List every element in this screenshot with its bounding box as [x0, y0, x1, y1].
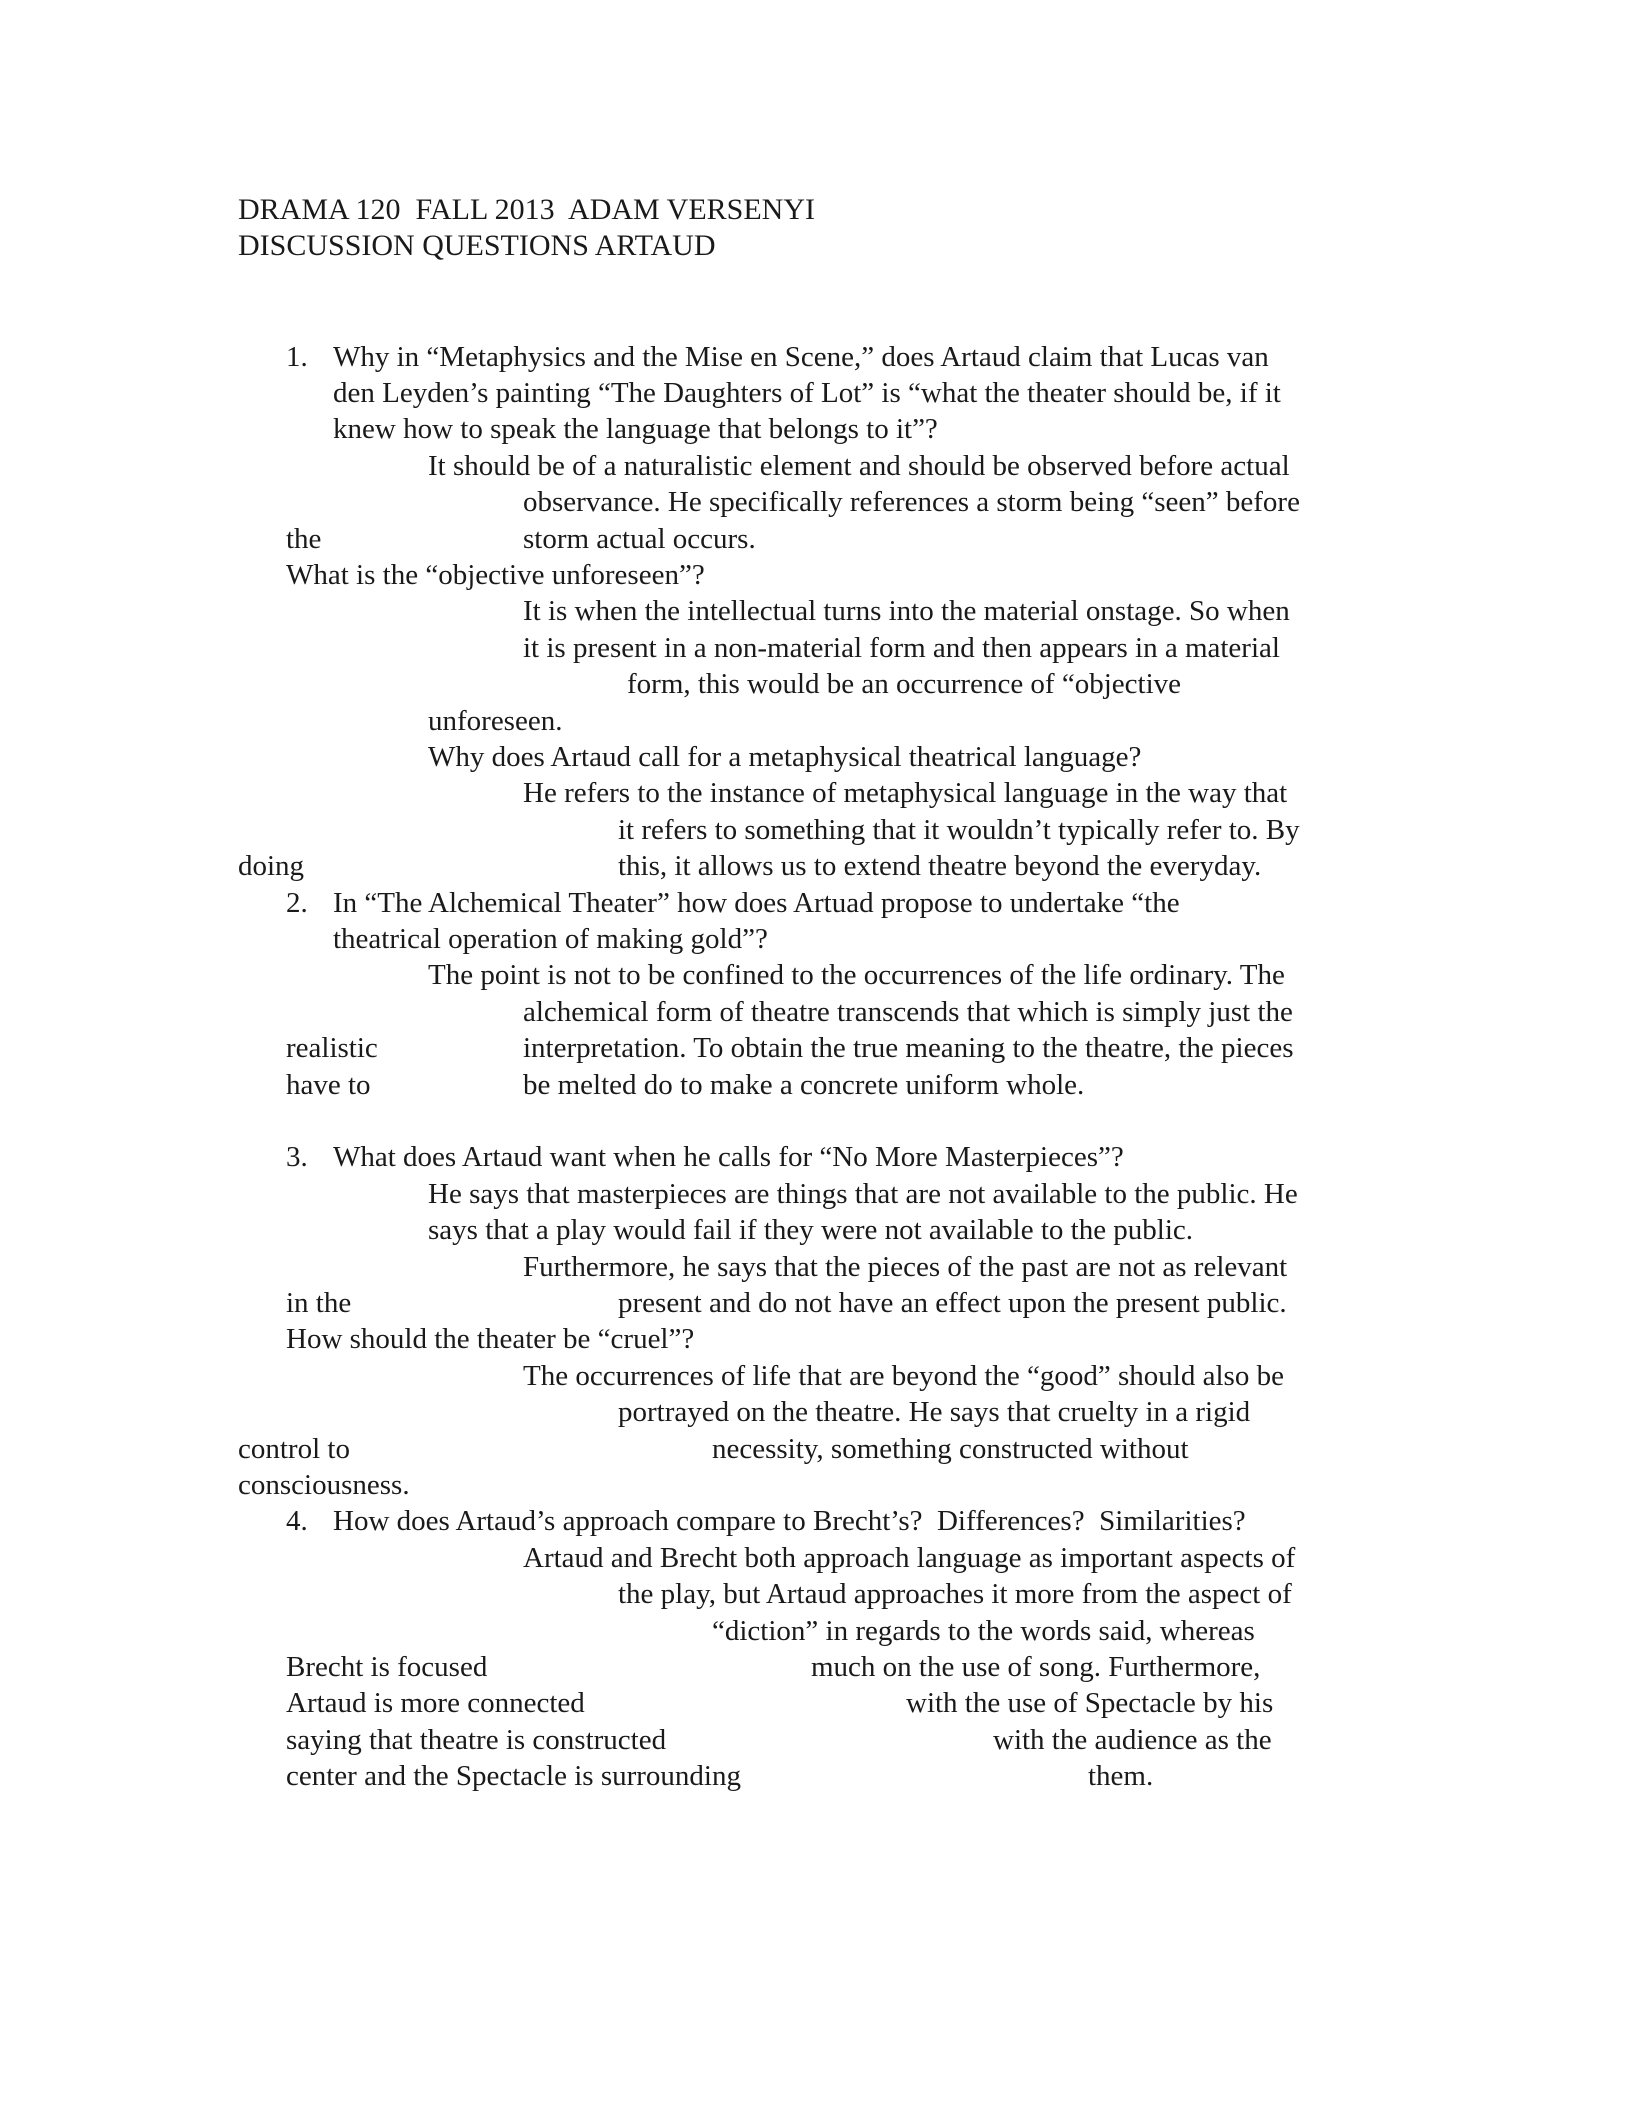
- question-number-1: 1.: [286, 341, 308, 373]
- answer-text: with the use of Spectacle by his: [906, 1687, 1274, 1719]
- document-title: DISCUSSION QUESTIONS ARTAUD: [238, 229, 716, 262]
- answer-text: the: [286, 523, 322, 555]
- answer-text: interpretation. To obtain the true meaning to the theatre, the pieces: [523, 1032, 1294, 1064]
- answer-text: It should be of a naturalistic element and should be observed before actual: [428, 450, 1290, 482]
- question-text: theatrical operation of making gold”?: [333, 923, 768, 955]
- answer-text: form, this would be an occurrence of “objective: [627, 668, 1182, 700]
- answer-text: in the: [286, 1287, 352, 1319]
- answer-text: says that a play would fail if they were not available to the public.: [428, 1214, 1194, 1246]
- answer-text: them.: [1088, 1760, 1154, 1792]
- question-text: What is the “objective unforeseen”?: [286, 559, 705, 591]
- answer-text: the play, but Artaud approaches it more from the aspect of: [618, 1578, 1292, 1610]
- answer-text: center and the Spectacle is surrounding: [286, 1760, 741, 1792]
- answer-text: The point is not to be confined to the occurrences of the life ordinary. The: [428, 959, 1285, 991]
- answer-text: with the audience as the: [993, 1724, 1272, 1756]
- answer-text: necessity, something constructed without: [712, 1433, 1189, 1465]
- question-text: knew how to speak the language that belongs to it”?: [333, 413, 938, 445]
- answer-text: It is when the intellectual turns into the material onstage. So when: [523, 595, 1290, 627]
- question-text: How should the theater be “cruel”?: [286, 1323, 695, 1355]
- question-text: How does Artaud’s approach compare to Brecht’s? Differences? Similarities?: [333, 1505, 1246, 1537]
- answer-text: “diction” in regards to the words said, whereas: [712, 1615, 1255, 1647]
- answer-text: Artaud is more connected: [286, 1687, 585, 1719]
- question-number-4: 4.: [286, 1505, 308, 1537]
- answer-text: observance. He specifically references a storm being “seen” before: [523, 486, 1300, 518]
- answer-text: have to: [286, 1069, 371, 1101]
- answer-text: it is present in a non-material form and then appears in a material: [523, 632, 1280, 664]
- question-number-2: 2.: [286, 887, 308, 919]
- question-text: What does Artaud want when he calls for “No More Masterpieces”?: [333, 1141, 1124, 1173]
- question-number-3: 3.: [286, 1141, 308, 1173]
- answer-text: this, it allows us to extend theatre beyond the everyday.: [618, 850, 1262, 882]
- answer-text: alchemical form of theatre transcends that which is simply just the: [523, 996, 1293, 1028]
- answer-text: Artaud and Brecht both approach language as important aspects of: [523, 1542, 1296, 1574]
- question-text: den Leyden’s painting “The Daughters of Lot” is “what the theater should be, if it: [333, 377, 1281, 409]
- answer-text: He says that masterpieces are things that are not available to the public. He: [428, 1178, 1298, 1210]
- answer-text: saying that theatre is constructed: [286, 1724, 667, 1756]
- answer-text: doing: [238, 850, 305, 882]
- answer-text: be melted do to make a concrete uniform whole.: [523, 1069, 1085, 1101]
- question-text: Why does Artaud call for a metaphysical theatrical language?: [428, 741, 1142, 773]
- answer-text: He refers to the instance of metaphysical language in the way that: [523, 777, 1288, 809]
- answer-text: Furthermore, he says that the pieces of the past are not as relevant: [523, 1251, 1288, 1283]
- answer-text: present and do not have an effect upon the present public.: [618, 1287, 1287, 1319]
- answer-text: realistic: [286, 1032, 378, 1064]
- answer-text: The occurrences of life that are beyond the “good” should also be: [523, 1360, 1284, 1392]
- answer-text: consciousness.: [238, 1469, 410, 1501]
- answer-text: portrayed on the theatre. He says that cruelty in a rigid: [618, 1396, 1251, 1428]
- answer-text: Brecht is focused: [286, 1651, 488, 1683]
- question-text: In “The Alchemical Theater” how does Artuad propose to undertake “the: [333, 887, 1180, 919]
- question-text: Why in “Metaphysics and the Mise en Scene,” does Artaud claim that Lucas van: [333, 341, 1269, 373]
- course-header: DRAMA 120 FALL 2013 ADAM VERSENYI: [238, 193, 815, 226]
- answer-text: much on the use of song. Furthermore,: [811, 1651, 1261, 1683]
- answer-text: it refers to something that it wouldn’t typically refer to. By: [618, 814, 1300, 846]
- answer-text: storm actual occurs.: [523, 523, 756, 555]
- answer-text: unforeseen.: [428, 705, 563, 737]
- answer-text: control to: [238, 1433, 350, 1465]
